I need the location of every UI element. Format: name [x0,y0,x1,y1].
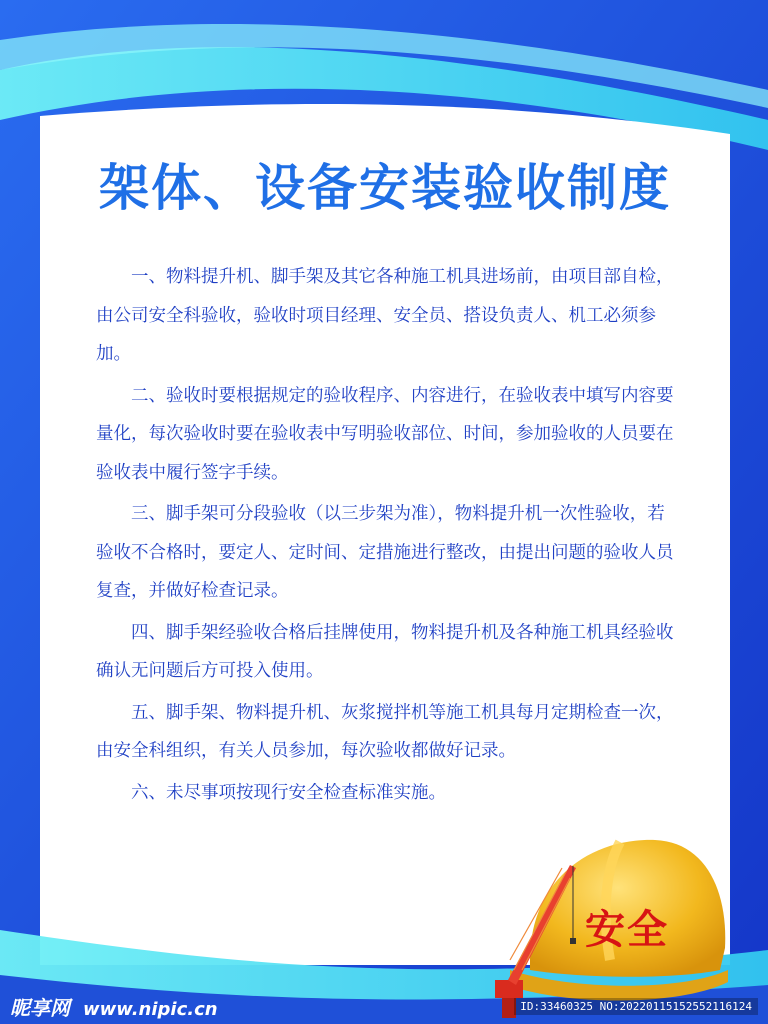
rule-paragraph-5: 五、脚手架、物料提升机、灰浆搅拌机等施工机具每月定期检查一次，由安全科组织，有关人员参加，每次验收都做好记录。 [96,702,674,761]
rule-paragraph-4: 四、脚手架经验收合格后挂牌使用，物料提升机及各种施工机具经验收确认无问题后方可投入使用。 [96,622,674,681]
watermark [10,992,218,1021]
page-title: 架体、设备安装验收制度 [99,159,671,217]
rule-paragraph-2: 二、验收时要根据规定的验收程序、内容进行，在验收表中填写内容要量化，每次验收时要在验收表中写明验收部位、时间，参加验收的人员要在验收表中履行签字手续。 [96,385,674,483]
image-id-label: ID:33460325 NO:20220115152552116124 [514,998,758,1015]
rule-paragraph-6: 六、未尽事项按现行安全检查标准实施。 [131,782,446,803]
rules-body [96,258,680,815]
rule-paragraph-1: 一、物料提升机、脚手架及其它各种施工机具进场前，由项目部自检，由公司安全科验收，验收时项目经理、安全员、搭设负责人、机工必须参加。 [96,267,674,364]
rule-paragraph-3: 三、脚手架可分段验收（以三步架为准），物料提升机一次性验收，若验收不合格时，要定人、定时间、定措施进行整改，由提出问题的验收人员复查，并做好检查记录。 [96,504,674,601]
watermark-url: www.nipic.cn [82,999,218,1020]
watermark-brand: 昵享网 [10,996,70,1020]
helmet-label: 安全 [585,907,669,953]
